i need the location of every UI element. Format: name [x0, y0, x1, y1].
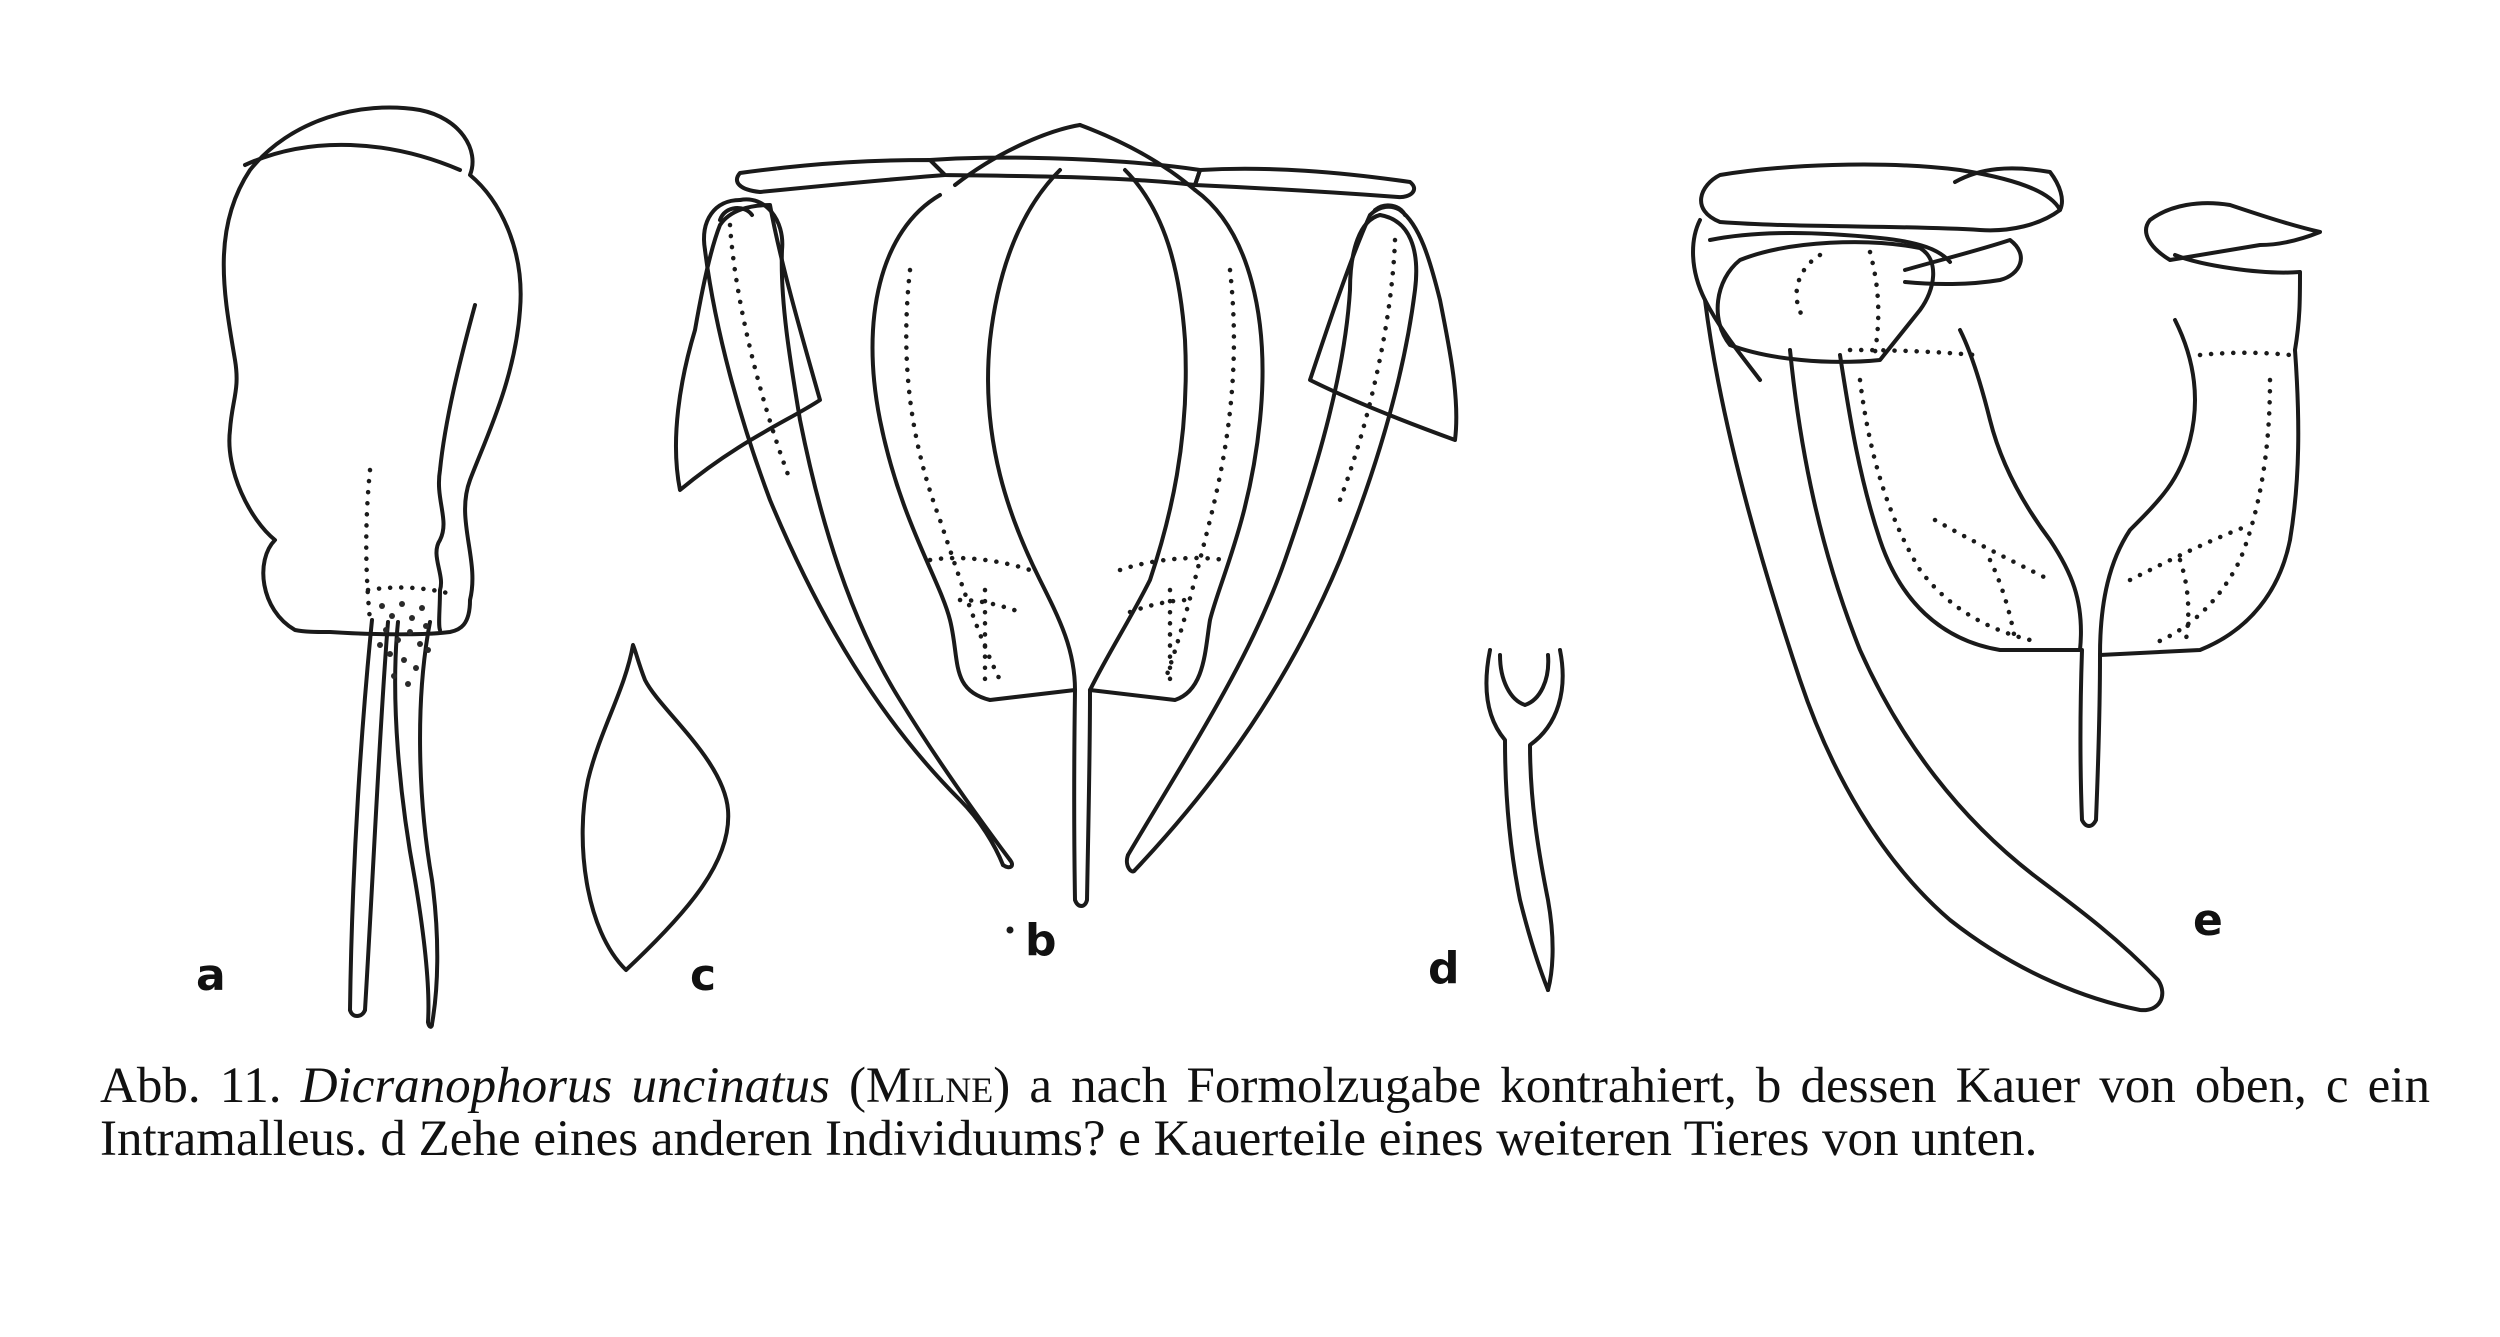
caption-author: Milne	[865, 1058, 994, 1114]
figure-caption	[100, 1060, 2430, 1166]
caption-author-open: (	[848, 1058, 866, 1114]
panel-b-mastax-from-above	[676, 125, 1456, 934]
caption-figure-number: Abb. 11.	[100, 1058, 282, 1114]
panel-label-e: e	[2193, 895, 2223, 946]
panel-label-b: b	[1025, 915, 1057, 966]
panel-label-a: a	[196, 950, 226, 1001]
caption-text: a nach Formolzugabe kontrahiert, b dessen Kauer von oben, c ein Intramalleus. d Zehe eines anderen Individuums? e Kauerteile eines weiteren Tieres von unten.	[100, 1058, 2430, 1167]
panel-d-toe	[1486, 650, 1562, 990]
caption-species-name: Dicranophorus uncinatus	[300, 1058, 830, 1114]
panel-label-c: c	[690, 950, 717, 1001]
panel-a-contracted-animal	[224, 108, 521, 1027]
panel-label-d: d	[1428, 943, 1460, 994]
panel-c-intramalleus	[583, 645, 729, 970]
panel-e-mastax-from-below	[1693, 165, 2320, 1011]
caption-author-close: )	[993, 1058, 1011, 1114]
